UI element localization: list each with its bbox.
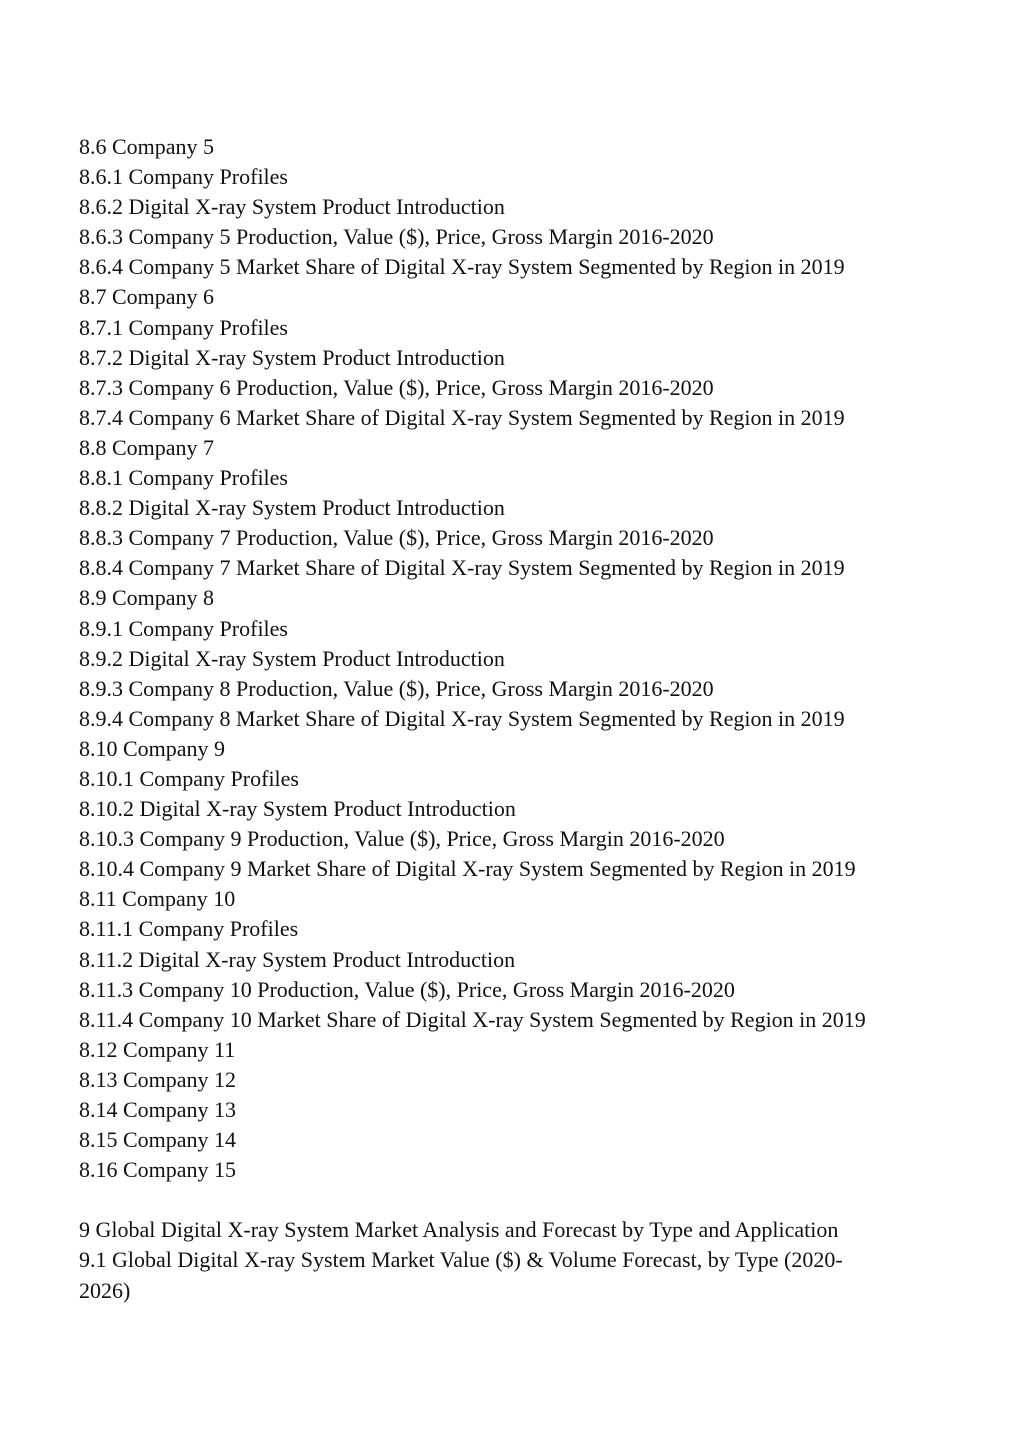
toc-entry: 8.6.2 Digital X-ray System Product Introduction: [79, 194, 505, 220]
toc-entry: 8.7.1 Company Profiles: [79, 314, 288, 340]
toc-entry: 8.11 Company 10: [79, 886, 236, 912]
toc-entry: 8.11.2 Digital X-ray System Product Introduction: [79, 946, 516, 972]
toc-entry: 8.7.3 Company 6 Production, Value ($), Price, Gross Margin 2016-2020: [79, 374, 714, 400]
toc-entry: 8.9.2 Digital X-ray System Product Introduction: [79, 645, 505, 671]
toc-entry: 8.6 Company 5: [79, 134, 215, 159]
toc-entry: 9.1 Global Digital X-ray System Market Value ($) & Volume Forecast, by Type (2020-2026): [79, 1247, 843, 1303]
toc-entry: 8.8.1 Company Profiles: [79, 465, 288, 491]
table-of-contents: [79, 132, 959, 1306]
toc-entry: 8.12 Company 11: [79, 1036, 236, 1062]
toc-entry: 8.6.1 Company Profiles: [79, 164, 288, 190]
toc-entry: 8.11.4 Company 10 Market Share of Digital X-ray System Segmented by Region in 2019: [79, 1006, 866, 1032]
toc-entry: 8.9 Company 8: [79, 585, 215, 611]
toc-entry: 8.15 Company 14: [79, 1127, 237, 1153]
toc-entry: 8.8.3 Company 7 Production, Value ($), Price, Gross Margin 2016-2020: [79, 525, 714, 551]
toc-entry: 8.11.3 Company 10 Production, Value ($), Price, Gross Margin 2016-2020: [79, 976, 735, 1002]
section-spacer: [79, 1185, 959, 1215]
toc-entry: 8.10.3 Company 9 Production, Value ($), Price, Gross Margin 2016-2020: [79, 826, 725, 852]
toc-entry: 8.7.2 Digital X-ray System Product Introduction: [79, 344, 505, 370]
toc-entry: 8.9.4 Company 8 Market Share of Digital X-ray System Segmented by Region in 2019: [79, 705, 845, 731]
toc-entry: 8.7 Company 6: [79, 284, 215, 310]
toc-entry: 8.8 Company 7: [79, 434, 215, 460]
toc-chapter-heading: 9 Global Digital X-ray System Market Analysis and Forecast by Type and Application: [79, 1217, 839, 1243]
toc-entry: 8.6.4 Company 5 Market Share of Digital X-ray System Segmented by Region in 2019: [79, 254, 845, 280]
toc-entry: 8.8.4 Company 7 Market Share of Digital X-ray System Segmented by Region in 2019: [79, 555, 845, 581]
toc-entry: 8.14 Company 13: [79, 1097, 237, 1122]
toc-entry: 8.8.2 Digital X-ray System Product Introduction: [79, 495, 505, 521]
toc-entry: 8.9.1 Company Profiles: [79, 615, 288, 641]
toc-entry: 8.9.3 Company 8 Production, Value ($), Price, Gross Margin 2016-2020: [79, 675, 714, 701]
toc-entry: 8.7.4 Company 6 Market Share of Digital X-ray System Segmented by Region in 2019: [79, 404, 845, 430]
toc-entry: 8.6.3 Company 5 Production, Value ($), Price, Gross Margin 2016-2020: [79, 224, 714, 250]
toc-entry: 8.10.2 Digital X-ray System Product Introduction: [79, 796, 516, 822]
toc-entry: 8.10 Company 9: [79, 735, 226, 761]
toc-entry: 8.11.1 Company Profiles: [79, 916, 299, 942]
toc-entry: 8.10.4 Company 9 Market Share of Digital X-ray System Segmented by Region in 2019: [79, 856, 856, 882]
toc-entry: 8.16 Company 15: [79, 1157, 237, 1183]
toc-entry: 8.13 Company 12: [79, 1066, 237, 1092]
toc-entry: 8.10.1 Company Profiles: [79, 765, 299, 791]
